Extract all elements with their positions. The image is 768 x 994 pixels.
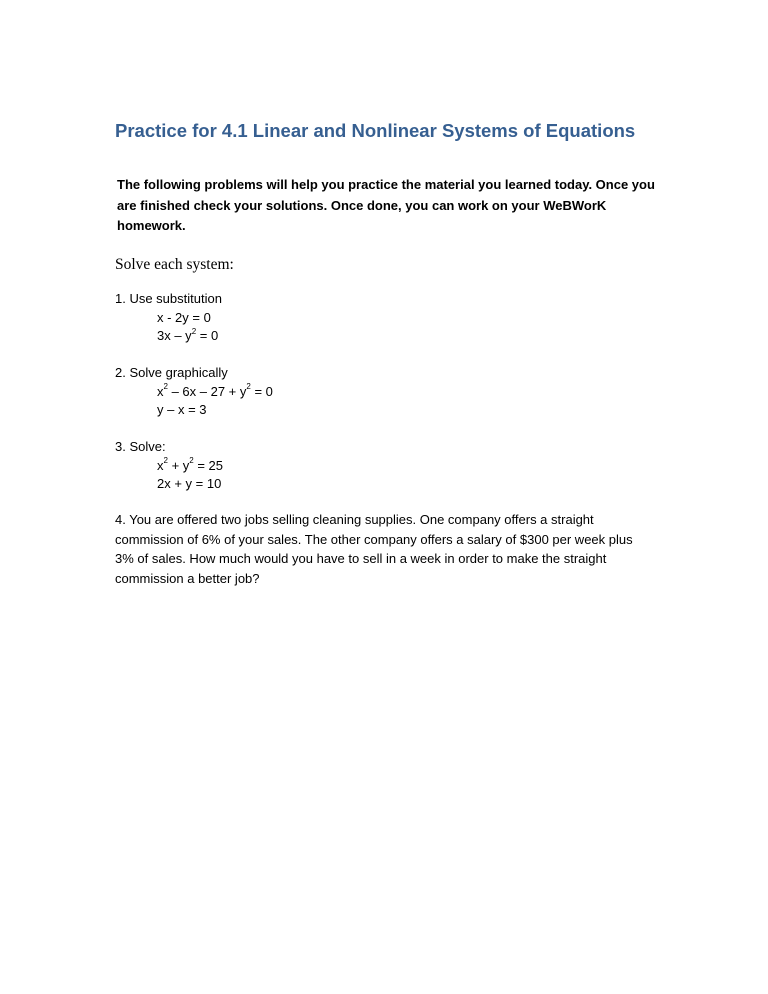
- problem-1-equation-2: $3x - y^2 = 0$: [157, 326, 219, 343]
- problem-1-equation-1: x - 2y = 0: [157, 309, 211, 325]
- problem-2-equation-2: y – x = 3: [157, 402, 207, 417]
- problem-3-equation-2: 2x + y = 10: [157, 476, 222, 491]
- problem-4: [115, 510, 645, 588]
- page-title: Practice for 4.1 Linear and Nonlinear Systems of Equations: [115, 120, 636, 141]
- problem-3: [115, 438, 223, 494]
- section-heading: Solve each system:: [115, 256, 234, 273]
- problem-2-label: 2. Solve graphically: [115, 365, 228, 380]
- intro-paragraph: The following problems will help you practice the material you learned today. Once you are finished check your solutions. Once done, you can work on your WeBWorK homework.: [117, 177, 655, 233]
- problem-1: [115, 290, 222, 346]
- problem-3-label: 3. Solve:: [115, 439, 166, 454]
- problem-3-equation-1: $x^2 + y^2 = 25$: [157, 456, 224, 473]
- problem-2: [115, 364, 273, 420]
- problem-4-text: 4. You are offered two jobs selling cleaning supplies. One company offers a straight commission of 6% of your sales. The other company offers a salary of $300 per week plus 3% of sales. How much would you have to sell in a week in order to make the straight commission a better job?: [115, 512, 633, 586]
- problem-2-equation-1: $x^2 - 6x - 27 + y^2 = 0$: [157, 382, 273, 399]
- problem-1-label: 1. Use substitution: [115, 291, 222, 306]
